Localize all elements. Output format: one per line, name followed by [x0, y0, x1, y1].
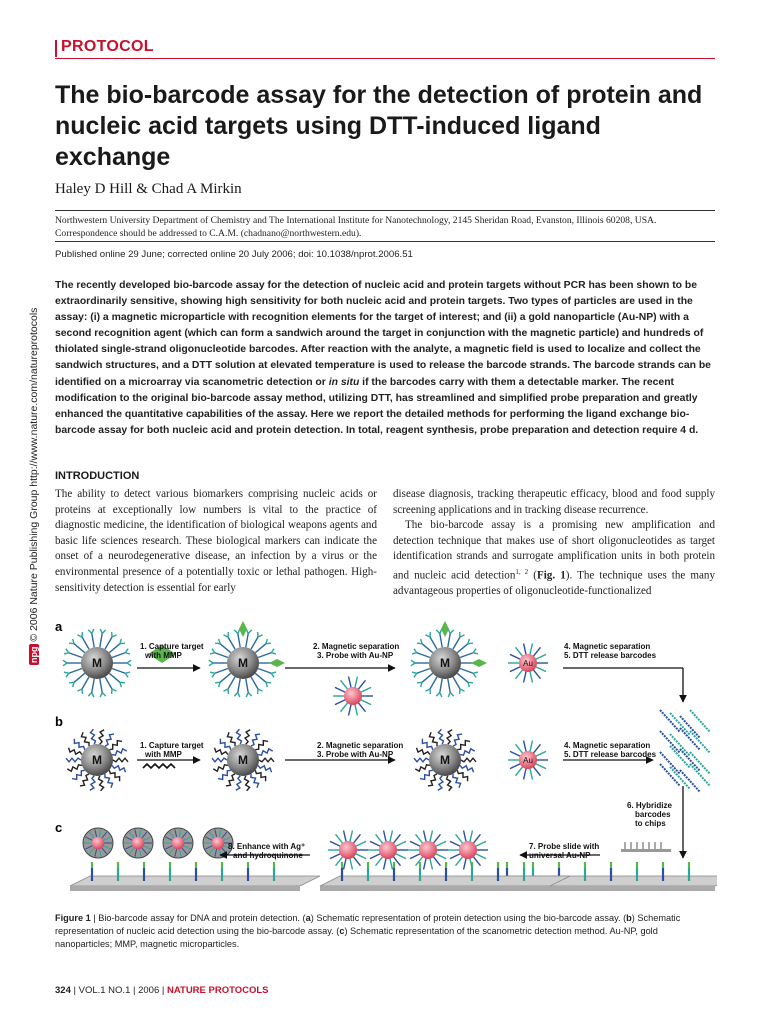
intro-col2-para1: disease diagnosis, tracking therapeutic efficacy, blood and food supply screening applications and in tracking disease recurrence. [393, 488, 715, 516]
step-a4-line1: 4. Magnetic separation [564, 642, 651, 651]
step-a1-line1: 1. Capture target [140, 642, 204, 651]
page-number: 324 [55, 985, 71, 996]
abstract-italic: in situ [328, 376, 360, 388]
step-b4-line1: 4. Magnetic separation [564, 741, 651, 750]
correspondence: Correspondence should be addressed to C.A.M. (chadnano@northwestern.edu). [55, 227, 362, 239]
figure-caption [55, 912, 715, 952]
step-6-line3: to chips [635, 819, 666, 828]
gold-nanoparticle-a2 [508, 644, 548, 683]
step-b1-line1: 1. Capture target [140, 741, 204, 750]
svg-text:M: M [440, 753, 450, 767]
section-tag: PROTOCOL [61, 38, 154, 55]
step-8-line1: 8. Enhance with Ag⁺ [228, 842, 306, 851]
target-dna-b [143, 764, 175, 768]
page-footer: 324 | VOL.1 NO.1 | 2006 | NATURE PROTOCOLS [55, 985, 269, 996]
step-8-line2: and hydroquinone [233, 851, 303, 860]
step-7-line1: 7. Probe slide with [529, 842, 600, 851]
svg-text:M: M [238, 753, 248, 767]
step-b2-line1: 2. Magnetic separation [317, 741, 404, 750]
step-a2-line2: 3. Probe with Au-NP [317, 651, 394, 660]
caption-text-b: ) Schematic representation of nucleic acid detection using the bio-barcode assay. ( [55, 913, 681, 937]
step-b1-line2: with MMP [145, 750, 182, 759]
intro-heading: INTRODUCTION [55, 470, 140, 482]
paper-title: The bio-barcode assay for the detection of protein and nucleic acid targets using DTT-induced ligand exchange [55, 81, 703, 171]
step-b4-line2: 5. DTT release barcodes [564, 750, 657, 759]
svg-text:M: M [440, 656, 450, 670]
intro-column-1: The ability to detect various biomarkers comprising nucleic acids or proteins at exceptionally low numbers is vital to the practice of diagnostic medicine, the identification of biological weapons agents and basic life sciences research. These biological markers can indicate the onset of a neurodegenerative disease, an infection by a virus or the environmental presence of a potentially toxic or lethal pathogen. High-sensitivity detection is essential for early [55, 488, 377, 594]
magnetic-particle-a3 [411, 621, 487, 697]
svg-text:M: M [92, 656, 102, 670]
svg-text:M: M [238, 656, 248, 670]
affiliation-block [55, 215, 715, 240]
magnetic-particle-a2 [209, 621, 285, 697]
svg-text:Au: Au [523, 659, 533, 668]
step-a4-line2: 5. DTT release barcodes [564, 651, 657, 660]
para2-text: The bio-barcode assay is a promising new amplification and detection technique that makes use of short oligonucleotides as target identification strands and surrogate amplification units in both protein and nucleic acid detection [393, 519, 715, 582]
magnetic-particle-a1 [63, 629, 131, 697]
step-7-line2: universal Au-NP [529, 851, 591, 860]
abstract [55, 278, 715, 439]
abstract-part1: The recently developed bio-barcode assay for the detection of nucleic acid and protein targets without PCR has been shown to be extraordinarily sensitive, showing high sensitivity for both nucleic acid and protein targets. Two types of particles are used in the assay: (i) a magnetic microparticle with recognition elements for the target of interest; and (ii) a gold nanoparticle (Au-NP) with a second recognition agent (which can form a sandwich around the target in conjunction with the magnetic particle) and hundreds of thiolated single-strand oligonucleotide barcodes. After reaction with the analyte, a magnetic field is used to localize and collect the sandwich structures, and a DTT solution at elevated temperature is used to release the barcode strands. The barcode strands can be identified on a microarray via scanometric detection or [55, 280, 711, 388]
divider-affil [55, 241, 715, 242]
panel-label-c: c [55, 820, 63, 835]
authors: Haley D Hill & Chad A Mirkin [55, 181, 242, 197]
step-a1-line2: with MMP [145, 651, 182, 660]
panel-label-a: a [55, 619, 63, 634]
caption-text-c: ) Schematic representation of the scanometric detection method. Au-NP, gold nanoparticles; MMP, magnetic microparticles. [55, 926, 658, 950]
caption-ref-b: b [626, 913, 632, 923]
magnetic-particle-b1 [66, 729, 128, 791]
gold-nanoparticle-b1 [508, 741, 548, 780]
magnetic-particle-b2 [212, 729, 274, 791]
intro-col2-para2 [393, 518, 715, 600]
gold-nanoparticle-a1 [333, 677, 373, 716]
journal-name: NATURE PROTOCOLS [167, 985, 269, 996]
year: 2006 [138, 985, 160, 996]
caption-ref-a: a [305, 913, 311, 923]
affiliation: Northwestern University Department of Chemistry and The International Institute for Nanotechnology, 2145 Sheridan Road, Evanston, Illinois 60208, USA. [55, 215, 657, 226]
svg-text:M: M [92, 753, 102, 767]
divider-top [55, 210, 715, 211]
caption-label: Figure 1 [55, 913, 91, 923]
figure-1-schematic [55, 618, 717, 908]
caption-ref-c: c [339, 926, 345, 937]
npg-logo: npg [29, 646, 39, 663]
released-barcodes [660, 710, 710, 792]
intro-column-2 [393, 487, 715, 600]
step-6-line2: barcodes [635, 810, 671, 819]
para2-paren: ( [528, 569, 537, 582]
svg-text:Au: Au [523, 756, 533, 765]
magnetic-particle-b3 [414, 729, 476, 791]
published-line: Published online 29 June; corrected online 20 July 2006; doi: 10.1038/nprot.2006.51 [55, 249, 413, 260]
step-b2-line2: 3. Probe with Au-NP [317, 750, 394, 759]
mini-chip [621, 842, 671, 852]
abstract-part2: if the barcodes carry with them a detectable marker. The recent modification to the original bio-barcode assay method, utilizing DTT, has streamlined and simplified probe preparation and greatly enhanced the quantitative capabilities of the assay. Here we report the detailed methods for performing the ligand exchange bio-barcode assay for both nucleic acid and protein detection. In total, reagent synthesis, probe preparation and detection require 4 d. [55, 376, 699, 436]
chip-au-probed [320, 831, 570, 891]
sidebar-text: © 2006 Nature Publishing Group http://www.nature.com/natureprotocols [28, 307, 40, 642]
panel-label-b: b [55, 714, 63, 729]
caption-text-1: Bio-barcode assay for DNA and protein detection. ( [98, 913, 306, 923]
header-rule [55, 58, 715, 59]
caption-sep: | [90, 913, 99, 923]
caption-text-a: ) Schematic representation of protein detection using the bio-barcode assay. ( [310, 913, 627, 923]
step-6-line1: 6. Hybridize [627, 801, 672, 810]
sidebar-copyright [28, 308, 40, 665]
para2-text-end: ). The technique uses the many advantageous properties of oligonucleotide-functionalized [393, 569, 716, 598]
citation-ref: 1, 2 [515, 567, 529, 576]
volume: VOL.1 NO.1 [78, 985, 131, 996]
section-tag-bar [55, 40, 57, 57]
step-a2-line1: 2. Magnetic separation [313, 642, 400, 651]
figure-ref: Fig. 1 [536, 569, 566, 582]
